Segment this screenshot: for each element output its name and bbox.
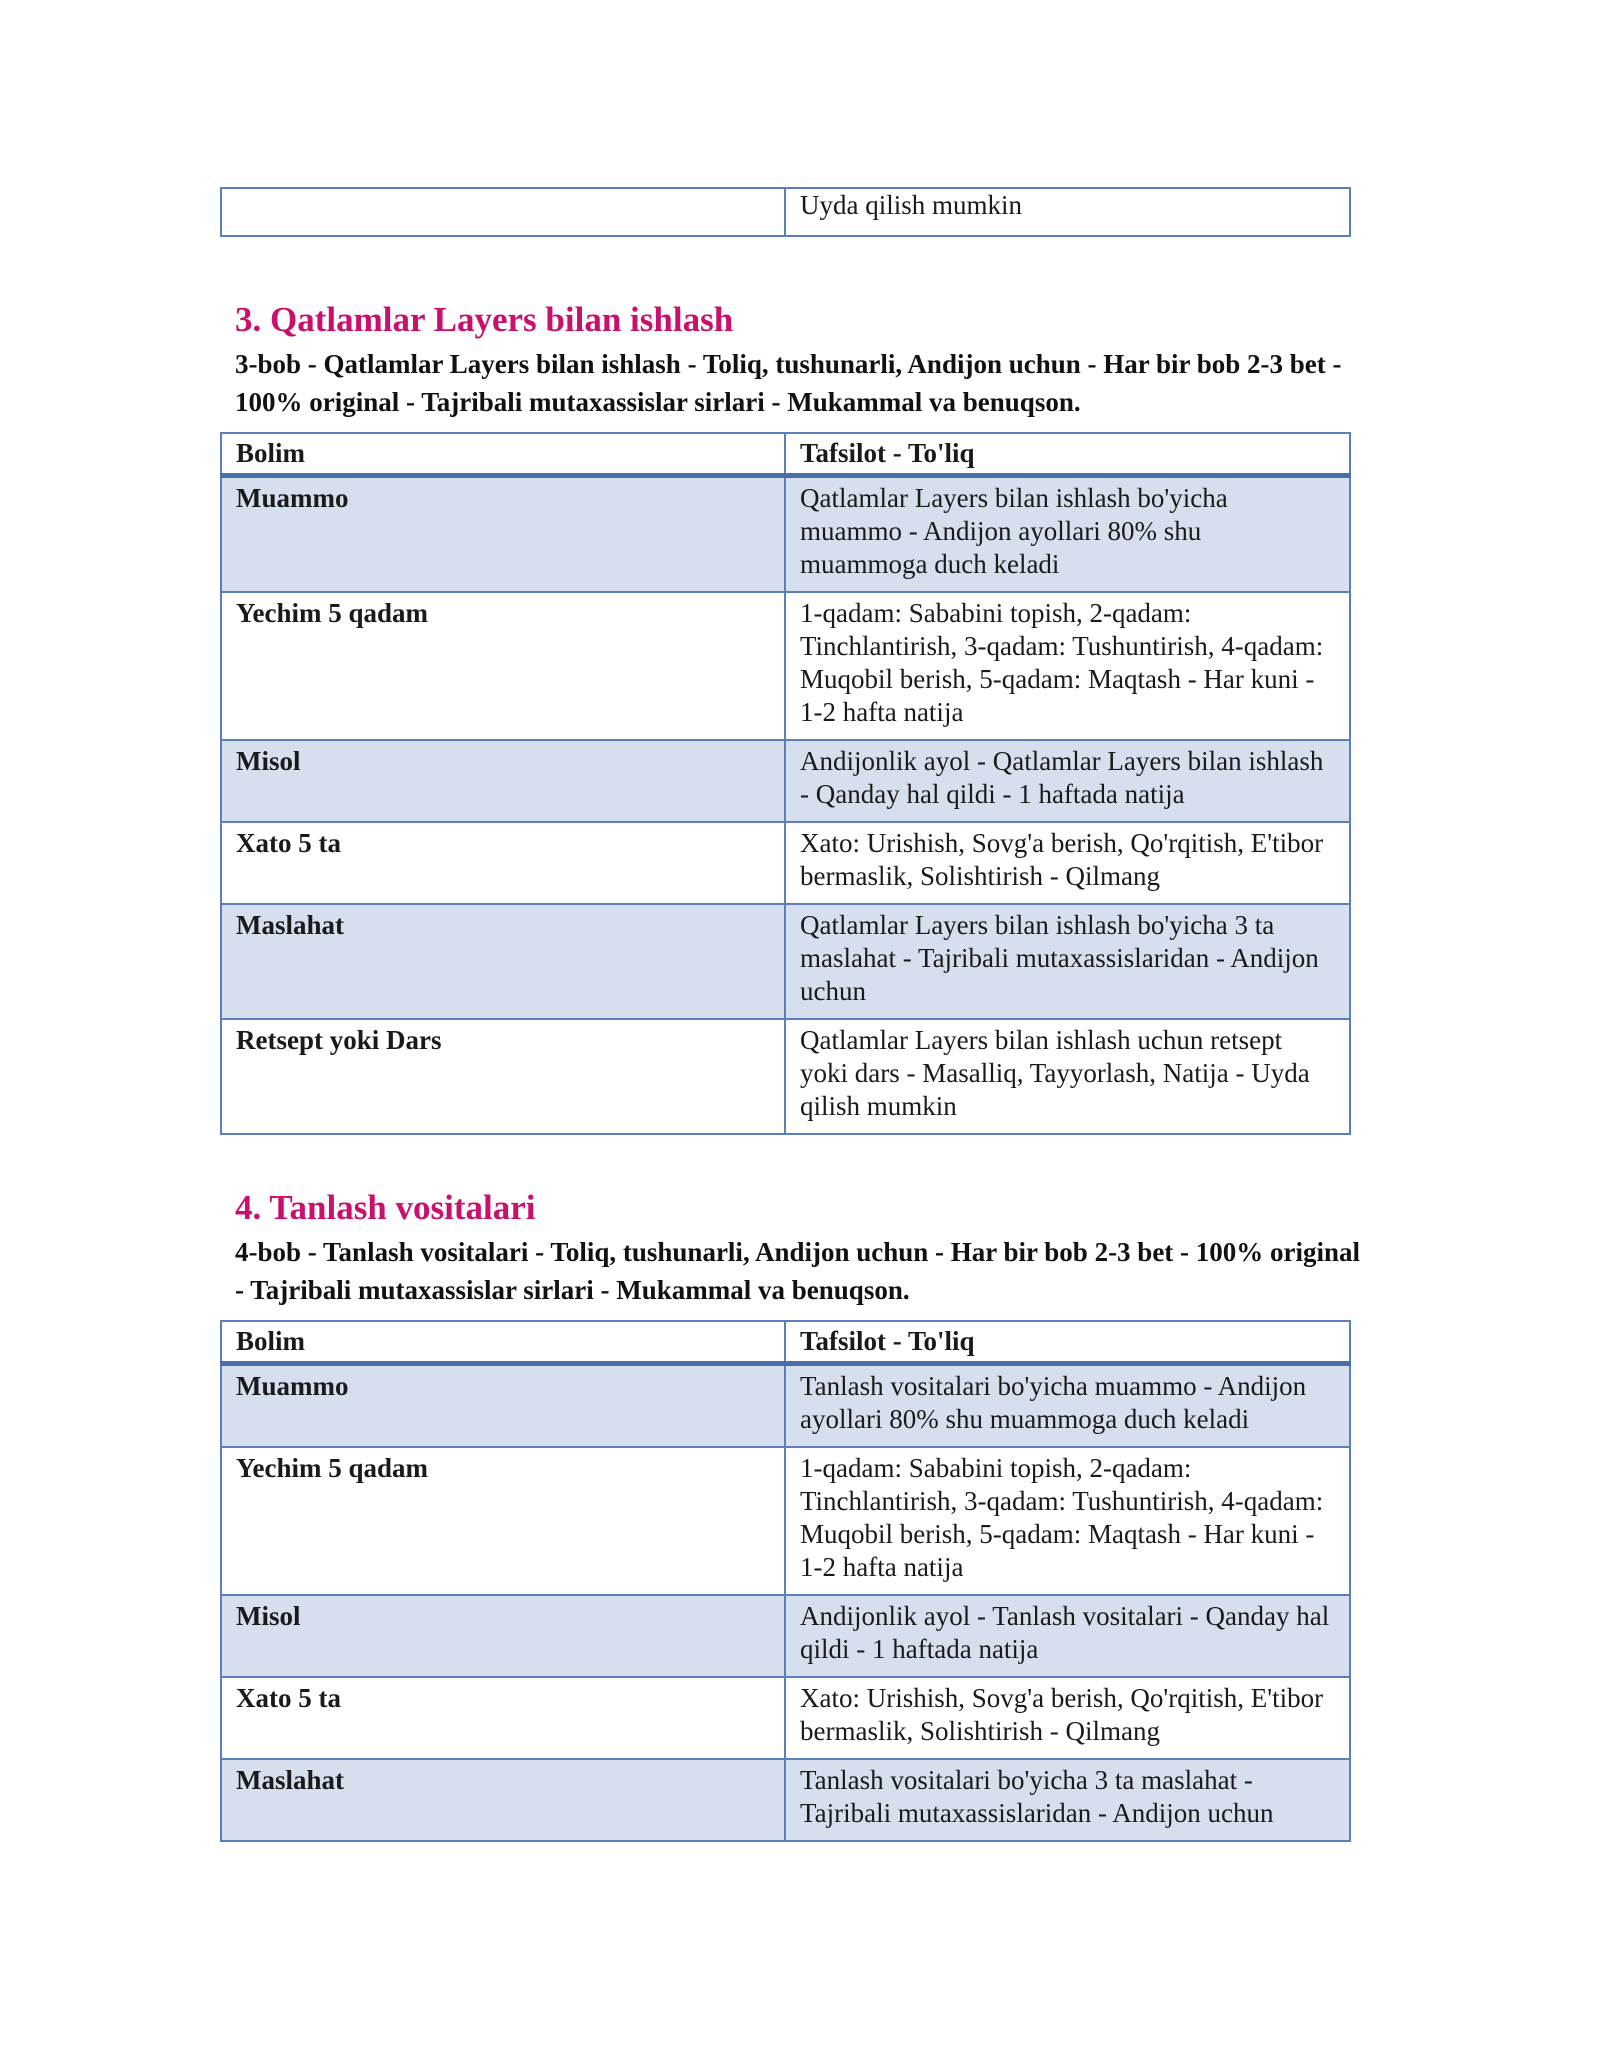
table-row bbox=[221, 822, 1350, 904]
table-row bbox=[221, 1595, 1350, 1677]
column-header-detail: Tafsilot - To'liq bbox=[785, 433, 1350, 476]
row-detail: Qatlamlar Layers bilan ishlash bo'yicha muammo - Andijon ayollari 80% shu muammoga duch keladi bbox=[785, 476, 1350, 593]
row-label: Maslahat bbox=[221, 1759, 785, 1841]
section-table bbox=[220, 1320, 1351, 1842]
row-detail: Qatlamlar Layers bilan ishlash bo'yicha 3 ta maslahat - Tajribali mutaxassislaridan - Andijon uchun bbox=[785, 904, 1350, 1019]
table-row bbox=[221, 740, 1350, 822]
row-detail: Andijonlik ayol - Qatlamlar Layers bilan ishlash - Qanday hal qildi - 1 haftada natija bbox=[785, 740, 1350, 822]
table-row bbox=[221, 188, 1350, 236]
row-detail: Qatlamlar Layers bilan ishlash uchun retsept yoki dars - Masalliq, Tayyorlash, Natija - Uyda qilish mumkin bbox=[785, 1019, 1350, 1134]
section-title: 3. Qatlamlar Layers bilan ishlash bbox=[235, 300, 734, 339]
row-label: Xato 5 ta bbox=[221, 822, 785, 904]
section-table bbox=[220, 432, 1351, 1135]
section-intro: 3-bob - Qatlamlar Layers bilan ishlash - Toliq, tushunarli, Andijon uchun - Har bir bob 2-3 bet - 100% original - Tajribali mutaxassislar sirlari - Mukammal va benuqson. bbox=[235, 349, 1342, 417]
row-label: Yechim 5 qadam bbox=[221, 592, 785, 740]
column-header-section: Bolim bbox=[221, 433, 785, 476]
row-detail: 1-qadam: Sababini topish, 2-qadam: Tinchlantirish, 3-qadam: Tushuntirish, 4-qadam: Muqobil berish, 5-qadam: Maqtash - Har kuni - 1-2 hafta natija bbox=[785, 592, 1350, 740]
section-intro: 4-bob - Tanlash vositalari - Toliq, tushunarli, Andijon uchun - Har bir bob 2-3 bet - 100% original - Tajribali mutaxassislar sirlari - Mukammal va benuqson. bbox=[235, 1237, 1361, 1305]
row-detail: Uyda qilish mumkin bbox=[785, 188, 1350, 236]
row-detail: Tanlash vositalari bo'yicha muammo - Andijon ayollari 80% shu muammoga duch keladi bbox=[785, 1364, 1350, 1448]
row-detail: Xato: Urishish, Sovg'a berish, Qo'rqitish, E'tibor bermaslik, Solishtirish - Qilmang bbox=[785, 1677, 1350, 1759]
row-label: Misol bbox=[221, 740, 785, 822]
table-header-row bbox=[221, 1321, 1350, 1364]
row-label: Yechim 5 qadam bbox=[221, 1447, 785, 1595]
table-header-row bbox=[221, 433, 1350, 476]
row-label: Misol bbox=[221, 1595, 785, 1677]
row-label: Xato 5 ta bbox=[221, 1677, 785, 1759]
row-label: Muammo bbox=[221, 1364, 785, 1448]
column-header-detail: Tafsilot - To'liq bbox=[785, 1321, 1350, 1364]
row-detail: Tanlash vositalari bo'yicha 3 ta maslahat - Tajribali mutaxassislaridan - Andijon uchun bbox=[785, 1759, 1350, 1841]
row-detail: Andijonlik ayol - Tanlash vositalari - Qanday hal qildi - 1 haftada natija bbox=[785, 1595, 1350, 1677]
row-label: Maslahat bbox=[221, 904, 785, 1019]
table-row bbox=[221, 476, 1350, 593]
table-row bbox=[221, 1447, 1350, 1595]
row-detail: 1-qadam: Sababini topish, 2-qadam: Tinchlantirish, 3-qadam: Tushuntirish, 4-qadam: Muqobil berish, 5-qadam: Maqtash - Har kuni - 1-2 hafta natija bbox=[785, 1447, 1350, 1595]
table-continuation bbox=[220, 187, 1351, 237]
table-row bbox=[221, 1019, 1350, 1134]
table-row bbox=[221, 1364, 1350, 1448]
row-label: Retsept yoki Dars bbox=[221, 1019, 785, 1134]
table-row bbox=[221, 904, 1350, 1019]
column-header-section: Bolim bbox=[221, 1321, 785, 1364]
row-label bbox=[221, 188, 785, 236]
row-label: Muammo bbox=[221, 476, 785, 593]
section-title: 4. Tanlash vositalari bbox=[235, 1188, 536, 1227]
table-row bbox=[221, 1759, 1350, 1841]
table-row bbox=[221, 592, 1350, 740]
table-row bbox=[221, 1677, 1350, 1759]
row-detail: Xato: Urishish, Sovg'a berish, Qo'rqitish, E'tibor bermaslik, Solishtirish - Qilmang bbox=[785, 822, 1350, 904]
